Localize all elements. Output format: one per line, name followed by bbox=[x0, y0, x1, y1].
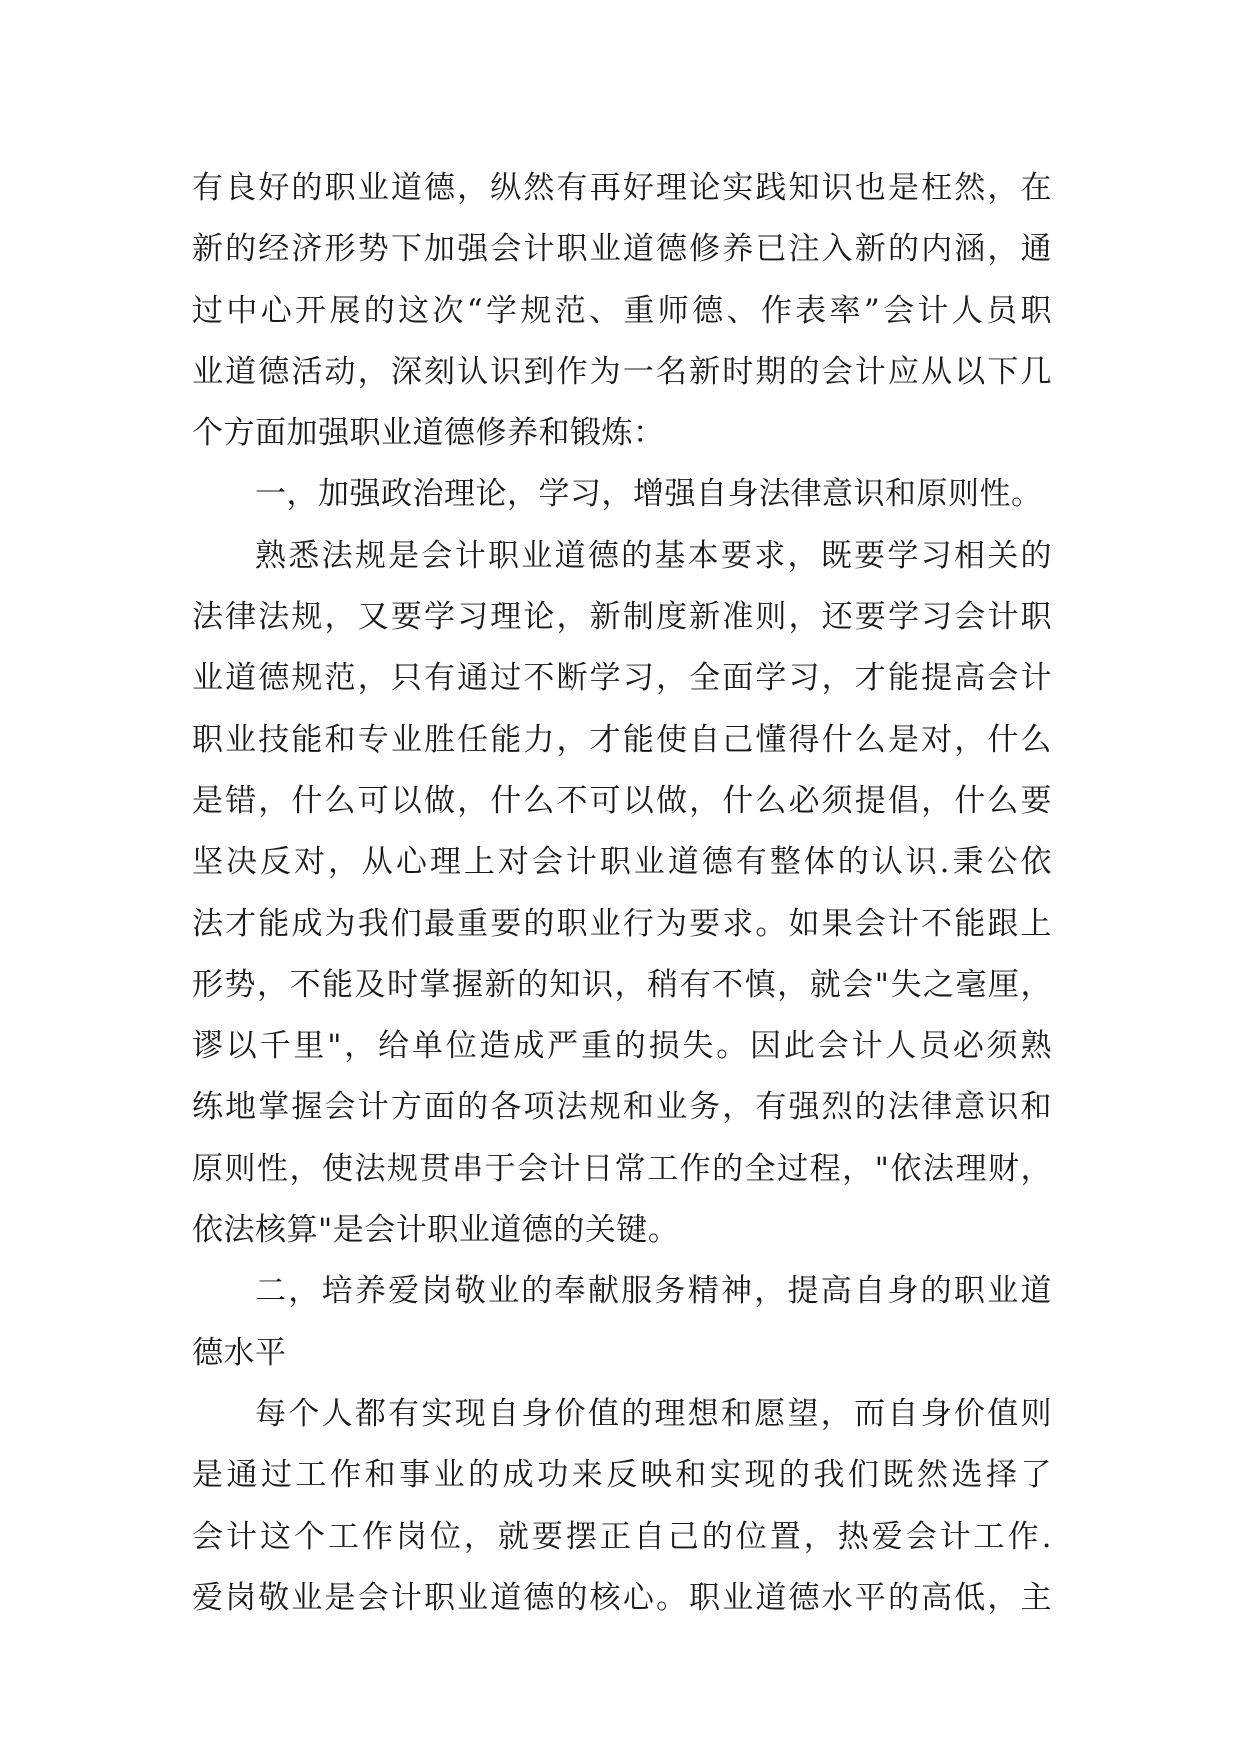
text-line: 个方面加强职业道德修养和锻炼： bbox=[192, 415, 665, 452]
section-heading-2: 二，培养爱岗敬业的奉献服务精神，提高自身的职业道 bbox=[255, 1273, 1052, 1310]
section-heading-1: 一，加强政治理论，学习，增强自身法律意识和原则性。 bbox=[255, 476, 1043, 513]
text-line: 职业技能和专业胜任能力，才能使自己懂得什么是对，什么 bbox=[192, 721, 1052, 758]
text-line: 谬以千里"，给单位造成严重的损失。因此会计人员必须熟 bbox=[192, 1028, 1052, 1065]
text-line: 练地掌握会计方面的各项法规和业务，有强烈的法律意识和 bbox=[192, 1089, 1052, 1126]
text-line: 是通过工作和事业的成功来反映和实现的我们既然选择了 bbox=[192, 1457, 1052, 1494]
text-line: 法才能成为我们最重要的职业行为要求。如果会计不能跟上 bbox=[192, 905, 1052, 942]
text-line: 法律法规，又要学习理论，新制度新准则，还要学习会计职 bbox=[192, 599, 1052, 636]
text-line: 有良好的职业道德，纵然有再好理论实践知识也是枉然，在 bbox=[192, 170, 1052, 206]
paragraph-start: 每个人都有实现自身价值的理想和愿望，而自身价值则 bbox=[255, 1395, 1052, 1432]
paragraph-start: 熟悉法规是会计职业道德的基本要求，既要学习相关的 bbox=[255, 537, 1052, 574]
text-line: 爱岗敬业是会计职业道德的核心。职业道德水平的高低，主 bbox=[192, 1579, 1052, 1616]
text-line: 过中心开展的这次“学规范、重师德、作表率”会计人员职 bbox=[192, 292, 1052, 329]
text-line: 原则性，使法规贯串于会计日常工作的全过程，"依法理财， bbox=[192, 1150, 1052, 1187]
text-line: 会计这个工作岗位，就要摆正自己的位置，热爱会计工作. bbox=[192, 1518, 1052, 1555]
text-line: 坚决反对，从心理上对会计职业道德有整体的认识.秉公依 bbox=[192, 844, 1052, 881]
text-line: 形势，不能及时掌握新的知识，稍有不慎，就会"失之毫厘， bbox=[192, 966, 1052, 1003]
text-line: 新的经济形势下加强会计职业道德修养已注入新的内涵，通 bbox=[192, 231, 1052, 268]
text-line: 业道德活动，深刻认识到作为一名新时期的会计应从以下几 bbox=[192, 353, 1052, 390]
section-heading-2-continued: 德水平 bbox=[192, 1334, 287, 1371]
body-text bbox=[192, 158, 1052, 1629]
text-line: 依法核算"是会计职业道德的关键。 bbox=[192, 1212, 680, 1249]
text-line: 是错，什么可以做，什么不可以做，什么必须提倡，什么要 bbox=[192, 782, 1052, 819]
text-line: 业道德规范，只有通过不断学习，全面学习，才能提高会计 bbox=[192, 660, 1052, 697]
